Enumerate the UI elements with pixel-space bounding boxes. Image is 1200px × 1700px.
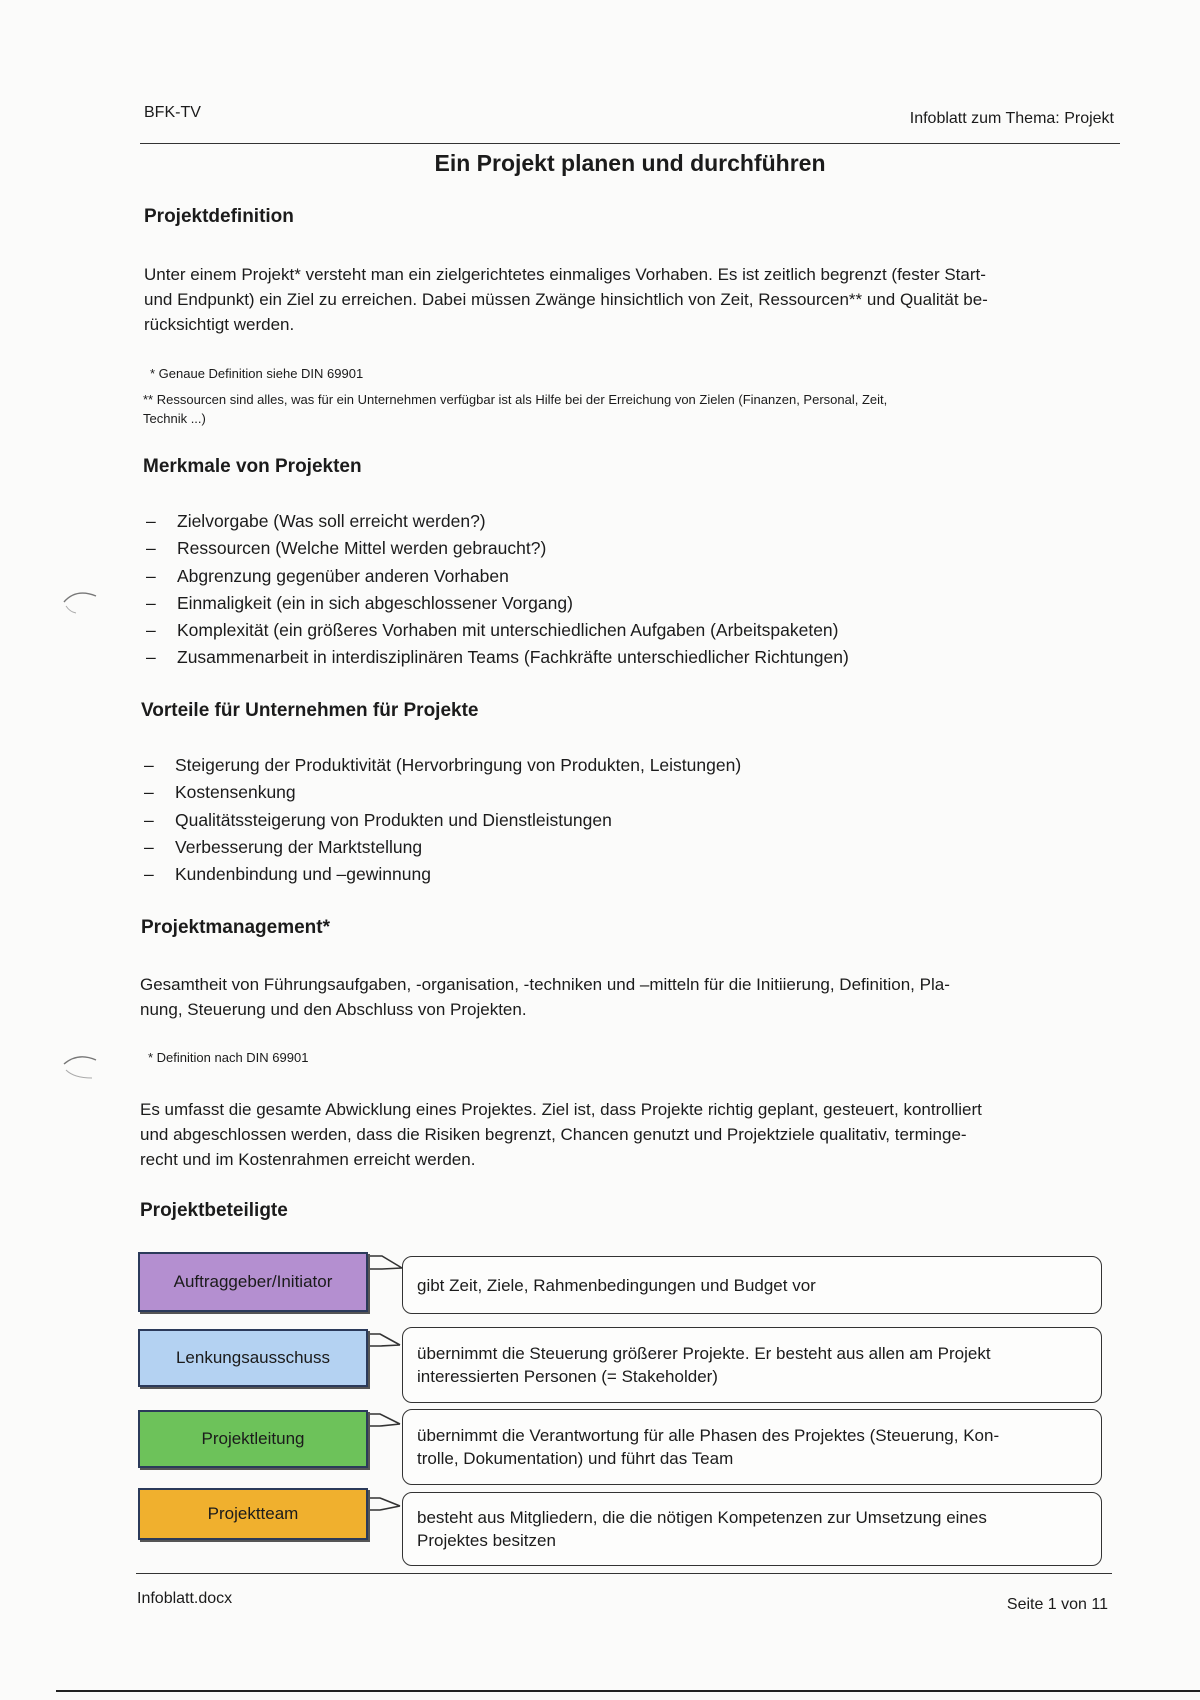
role-desc-line: übernimmt die Steuerung größerer Projekte. Er besteht aus allen am Projekt bbox=[417, 1344, 991, 1363]
heading-advantages: Vorteile für Unternehmen für Projekte bbox=[141, 700, 479, 721]
connector-2 bbox=[364, 1414, 400, 1426]
role-desc-line: gibt Zeit, Ziele, Rahmenbedingungen und Budget vor bbox=[417, 1275, 816, 1295]
role-desc-lenkungsausschuss bbox=[402, 1327, 1102, 1403]
list-item: – Steigerung der Produktivität (Hervorbringung von Produkten, Leistungen) bbox=[144, 755, 742, 775]
role-box-auftraggeber bbox=[138, 1252, 368, 1312]
role-box-lenkungsausschuss bbox=[138, 1329, 368, 1387]
footnote-management: * Definition nach DIN 69901 bbox=[148, 1050, 309, 1065]
heading-features: Merkmale von Projekten bbox=[143, 456, 362, 477]
connector-0 bbox=[366, 1256, 402, 1269]
list-item: – Zielvorgabe (Was soll erreicht werden?) bbox=[146, 511, 486, 531]
role-label: Auftraggeber/Initiator bbox=[173, 1272, 333, 1291]
management-line: und abgeschlossen werden, dass die Risiken begrenzt, Chancen genutzt und Projektziele qualitativ, terminge- bbox=[140, 1125, 967, 1144]
header-right: Infoblatt zum Thema: Projekt bbox=[909, 110, 1114, 127]
management-scope-paragraph bbox=[140, 1097, 982, 1172]
list-item: – Kundenbindung und –gewinnung bbox=[144, 864, 431, 885]
punch-hole-mark bbox=[62, 1050, 98, 1080]
list-item: – Komplexität (ein größeres Vorhaben mit unterschiedlichen Aufgaben (Arbeitspaketen) bbox=[146, 620, 839, 641]
heading-participants: Projektbeteiligte bbox=[140, 1200, 288, 1221]
punch-hole-mark bbox=[62, 586, 98, 616]
management-line: nung, Steuerung und den Abschluss von Projekten. bbox=[140, 1000, 527, 1019]
footer-left: Infoblatt.docx bbox=[137, 1590, 233, 1607]
role-box-projektteam bbox=[138, 1488, 368, 1540]
definition-paragraph bbox=[144, 262, 988, 337]
management-line: Es umfasst die gesamte Abwicklung eines Projektes. Ziel ist, dass Projekte richtig geplant, gesteuert, kontrolliert bbox=[140, 1100, 982, 1119]
footer-rule bbox=[136, 1573, 1112, 1574]
management-line: Gesamtheit von Führungsaufgaben, -organisation, -techniken und –mitteln für die Initiierung, Definition, Pla- bbox=[140, 975, 950, 994]
heading-definition: Projektdefinition bbox=[144, 206, 294, 227]
role-desc-line: besteht aus Mitgliedern, die die nötigen Kompetenzen zur Umsetzung eines bbox=[417, 1508, 987, 1527]
role-desc-line: übernimmt die Verantwortung für alle Phasen des Projektes (Steuerung, Kon- bbox=[417, 1426, 1000, 1445]
footer-right: Seite 1 von 11 bbox=[1006, 1596, 1108, 1613]
role-label: Projektteam bbox=[207, 1504, 299, 1523]
role-desc-line: interessierten Personen (= Stakeholder) bbox=[417, 1367, 718, 1386]
footnote-line: Technik ...) bbox=[143, 411, 206, 426]
footnote-din: * Genaue Definition siehe DIN 69901 bbox=[150, 366, 364, 381]
features-list bbox=[143, 508, 849, 672]
role-desc-projektteam bbox=[402, 1492, 1102, 1566]
definition-line: und Endpunkt) ein Ziel zu erreichen. Dabei müssen Zwänge hinsichtlich von Zeit, Ressourcen** und Qualität be- bbox=[144, 290, 988, 309]
list-item: – Einmaligkeit (ein in sich abgeschlossener Vorgang) bbox=[146, 592, 573, 613]
connector-1 bbox=[364, 1334, 400, 1346]
management-paragraph bbox=[140, 972, 950, 1022]
role-desc-auftraggeber bbox=[402, 1256, 1102, 1314]
scan-edge-line bbox=[56, 1690, 1200, 1692]
definition-line: Unter einem Projekt* versteht man ein zielgerichtetes einmaliges Vorhaben. Es ist zeitlich begrenzt (fester Start- bbox=[144, 265, 986, 284]
management-line: recht und im Kostenrahmen erreicht werden. bbox=[140, 1150, 476, 1169]
role-label: Lenkungsausschuss bbox=[175, 1348, 331, 1367]
role-desc-line: Projektes besitzen bbox=[417, 1531, 556, 1550]
role-box-projektleitung bbox=[138, 1410, 368, 1468]
footnote-line: ** Ressourcen sind alles, was für ein Unternehmen verfügbar ist als Hilfe bei der Erreichung von Zielen (Finanzen, Personal, Zeit, bbox=[143, 392, 888, 407]
heading-management: Projektmanagement* bbox=[141, 917, 331, 938]
footnote-resources bbox=[143, 390, 887, 428]
document-title: Ein Projekt planen und durchführen bbox=[434, 150, 826, 176]
header-left: BFK-TV bbox=[144, 104, 201, 121]
list-item: – Zusammenarbeit in interdisziplinären Teams (Fachkräfte unterschiedlicher Richtungen) bbox=[146, 647, 849, 668]
list-item: – Qualitätssteigerung von Produkten und Dienstleistungen bbox=[144, 809, 612, 830]
advantages-list bbox=[141, 752, 741, 888]
role-label: Projektleitung bbox=[201, 1429, 305, 1448]
list-item: – Verbesserung der Marktstellung bbox=[144, 836, 423, 857]
definition-line: rücksichtigt werden. bbox=[144, 315, 295, 334]
connector-3 bbox=[364, 1498, 400, 1510]
list-item: – Abgrenzung gegenüber anderen Vorhaben bbox=[146, 565, 509, 586]
list-item: – Kostensenkung bbox=[144, 782, 296, 803]
list-item: – Ressourcen (Welche Mittel werden gebraucht?) bbox=[146, 538, 547, 559]
role-desc-line: trolle, Dokumentation) und führt das Team bbox=[417, 1449, 734, 1468]
role-desc-projektleitung bbox=[402, 1409, 1102, 1485]
header-rule bbox=[140, 143, 1120, 144]
